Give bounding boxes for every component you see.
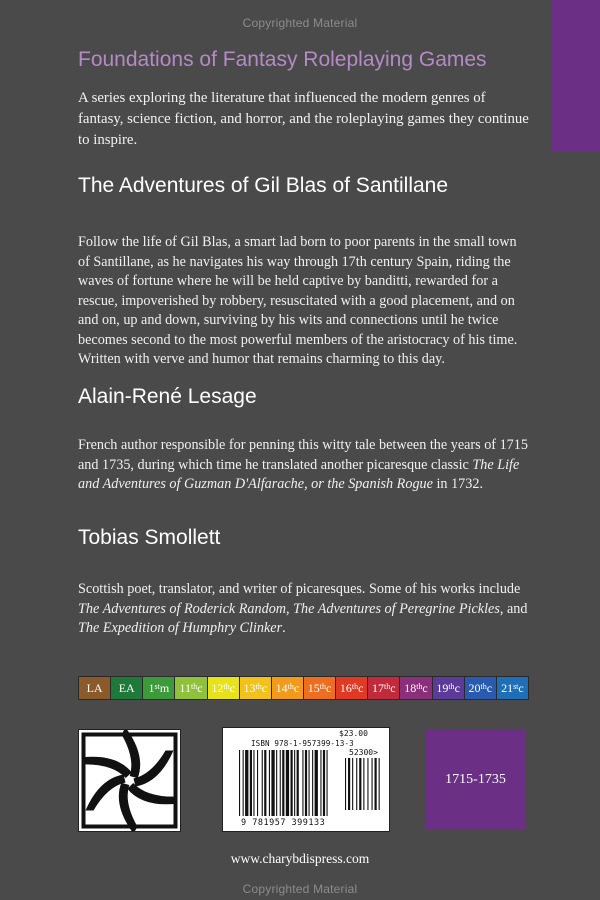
spiral-logo-graphic	[79, 730, 180, 831]
era-cell: 17 $^{th}$ c	[368, 677, 400, 699]
barcode-addon: 52300>	[349, 748, 378, 757]
translator-bio: Scottish poet, translator, and writer of picaresques. Some of his works include The Adventures of Roderick Random, The Adventures of Peregrine Pickles, and The Expedition of Humphry Clinker.	[78, 581, 528, 636]
series-title: Foundations of Fantasy Roleplaying Games	[78, 48, 487, 71]
purple-tab	[551, 0, 600, 152]
era-cell: LA	[79, 677, 111, 699]
translator-name: Tobias Smollett	[78, 526, 221, 549]
era-cell: 11 $^{th}$ c	[175, 677, 207, 699]
watermark-bottom: Copyrighted Material	[242, 882, 358, 896]
era-cell: 13 $^{th}$ c	[240, 677, 272, 699]
era-timeline-bar	[78, 676, 529, 700]
era-cell: 18 $^{th}$ c	[400, 677, 432, 699]
author-name: Alain-René Lesage	[78, 385, 257, 408]
era-cell: 12 $^{th}$ c	[208, 677, 240, 699]
watermark-top: Copyrighted Material	[242, 16, 358, 30]
era-cell: 14 $^{th}$ c	[272, 677, 304, 699]
date-range-badge	[425, 729, 526, 830]
era-cell: 21 $^{st}$ c	[497, 677, 528, 699]
era-cell: 15 $^{th}$ c	[304, 677, 336, 699]
era-cell: 1 $^{st}$ m	[143, 677, 175, 699]
spiral-logo-icon	[78, 729, 181, 832]
publisher-website[interactable]: www.charybdispress.com	[230, 851, 370, 866]
date-range-text: 1715-1735	[445, 771, 506, 787]
series-description: A series exploring the literature that influenced the modern genres of fantasy, science fiction, and horror, and the roleplaying games they continue to inspire.	[78, 90, 529, 148]
era-cell: EA	[111, 677, 143, 699]
era-cell: 19 $^{th}$ c	[433, 677, 465, 699]
barcode-isbn: ISBN 978-1-957399-13-3	[251, 739, 354, 748]
barcode-number: 9 781957 399133	[241, 818, 326, 828]
book-summary: Follow the life of Gil Blas, a smart lad born to poor parents in the small town of Santillane, as he navigates his way through 17th century Spain, riding the waves of fortune where he will be held captive by banditti, rewarded for a rescue, impoverished by robbery, resuscitated with a good placement, and on and on, up and down, surviving by his wits and connections until he twice becomes second to the most powerful members of the aristocracy of his time. Written with verve and humor that remains charming to this day.	[78, 234, 518, 367]
era-cell: 20 $^{th}$ c	[465, 677, 497, 699]
era-cell: 16 $^{th}$ c	[336, 677, 368, 699]
book-title: The Adventures of Gil Blas of Santillane	[78, 174, 449, 197]
barcode-price: $23.00	[339, 729, 368, 738]
isbn-barcode	[222, 727, 390, 832]
author-bio: French author responsible for penning this witty tale between the years of 1715 and 1735, during which time he translated another picaresque classic The Life and Adventures of Guzman D'Alfarache, or the Spanish Rogue in 1732.	[78, 437, 528, 492]
